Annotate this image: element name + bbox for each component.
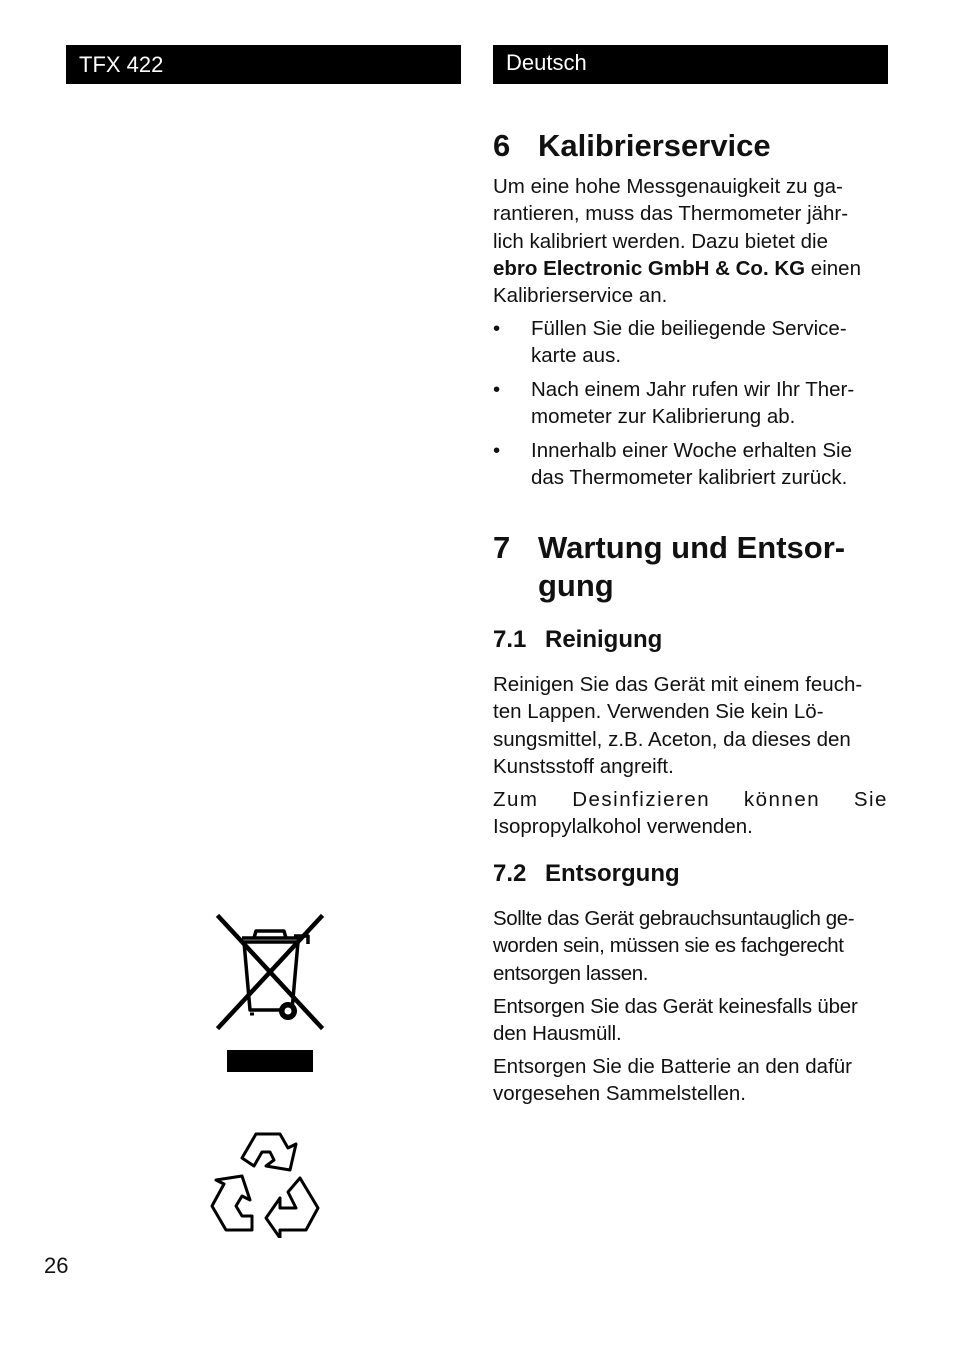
header-language <box>493 45 888 84</box>
subsection-7-1-heading <box>493 625 662 655</box>
subsection-title: Entsorgung <box>545 860 680 887</box>
text-line: entsorgen lassen. <box>493 961 649 985</box>
header-product <box>66 45 461 84</box>
text-line-company <box>493 255 888 282</box>
text-line: den Hausmüll. <box>493 1022 622 1046</box>
text-line: Entsorgen Sie die Batterie an den dafür <box>493 1055 852 1078</box>
section-title-continued: gung <box>538 568 614 603</box>
section-number: 7 <box>493 530 511 565</box>
text-line: sungsmittel, z.B. Aceton, da dieses den <box>493 727 851 751</box>
bullet-dot: • <box>493 378 501 401</box>
disposal-paragraph-3 <box>493 1053 888 1108</box>
text-line: Entsorgen Sie das Gerät keinesfalls über <box>493 995 858 1018</box>
subsection-7-2-heading <box>493 859 680 889</box>
subsection-number: 7.2 <box>493 860 527 887</box>
text-line: Sollte das Gerät gebrauchsuntauglich ge- <box>493 907 855 930</box>
text-line: lich kalibriert werden. Dazu bietet die <box>493 229 828 253</box>
text-line: Um eine hohe Messgenauigkeit zu ga- <box>493 175 843 198</box>
text-line: Füllen Sie die beiliegende Service- <box>531 317 847 340</box>
text-line: ten Lappen. Verwenden Sie kein Lö- <box>493 700 824 724</box>
page-number: 26 <box>44 1253 69 1278</box>
text-fragment: einen <box>805 256 861 280</box>
section-6-heading <box>493 127 771 165</box>
text-line: Innerhalb einer Woche erhalten Sie <box>531 439 852 462</box>
disposal-paragraph-2 <box>493 993 888 1048</box>
language-label: Deutsch <box>506 50 587 75</box>
text-line: rantieren, muss das Thermometer jähr- <box>493 202 849 226</box>
section-title: Wartung und Entsor- <box>538 530 846 565</box>
text-line: Kalibrierservice an. <box>493 284 668 308</box>
text-line: vorgesehen Sammelstellen. <box>493 1082 746 1106</box>
text-line: karte aus. <box>531 344 622 368</box>
section-7-heading <box>493 529 845 567</box>
subsection-number: 7.1 <box>493 626 527 653</box>
company-name: ebro Electronic GmbH & Co. KG <box>493 256 806 280</box>
section-7-heading-continued <box>493 567 614 605</box>
text-line: mometer zur Kalibrierung ab. <box>531 405 796 429</box>
text-line: Isopropylalkohol verwenden. <box>493 815 753 839</box>
section-number: 6 <box>493 128 511 163</box>
subsection-title: Reinigung <box>545 626 663 653</box>
text-line: Nach einem Jahr rufen wir Ihr Ther- <box>531 378 855 401</box>
text-line: das Thermometer kalibriert zurück. <box>531 466 848 490</box>
bullet-dot: • <box>493 317 501 340</box>
disposal-paragraph-1 <box>493 905 888 987</box>
crossed-out-wheelie-bin-icon <box>214 912 326 1034</box>
text-line: Reinigen Sie das Gerät mit einem feuch- <box>493 673 863 696</box>
section-title: Kalibrierservice <box>538 128 771 163</box>
recycling-arrows-icon <box>208 1126 328 1238</box>
disinfection-paragraph <box>493 786 888 841</box>
text-line: Kunstsstoff angreift. <box>493 754 674 778</box>
cleaning-paragraph <box>493 671 888 780</box>
product-name: TFX 422 <box>79 52 164 77</box>
weee-bar <box>227 1050 313 1072</box>
text-line-justified: Zum Desinfizieren können Sie <box>493 788 888 811</box>
text-line: worden sein, müssen sie es fachgerecht <box>493 934 844 958</box>
section-6-intro <box>493 173 888 309</box>
bullet-dot: • <box>493 439 501 462</box>
